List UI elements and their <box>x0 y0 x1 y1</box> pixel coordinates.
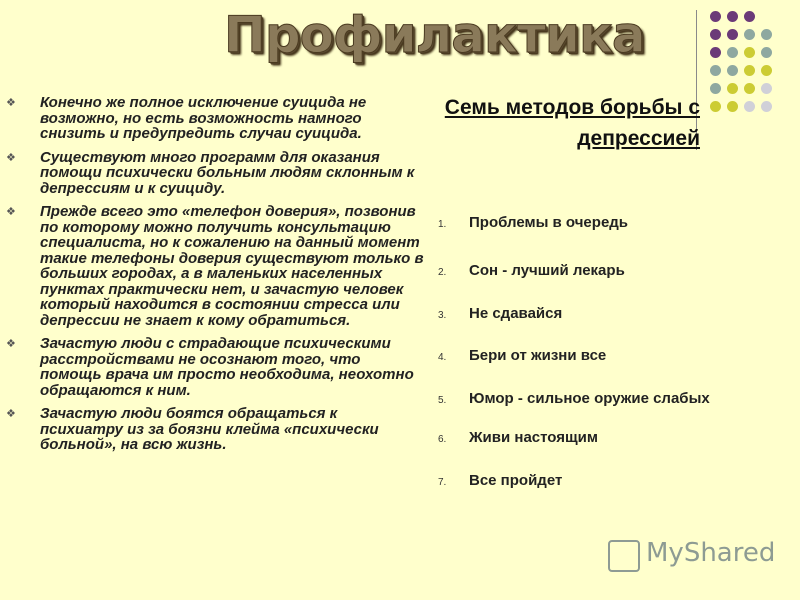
decorative-dot <box>744 101 755 112</box>
method-text: Не сдавайся <box>469 305 563 322</box>
decorative-dot <box>761 65 772 76</box>
decorative-dot <box>744 11 755 22</box>
list-item <box>6 203 424 329</box>
decorative-dot <box>761 101 772 112</box>
decorative-dot <box>727 65 738 76</box>
slide-title: Профилактика <box>224 6 645 64</box>
method-text: Живи настоящим <box>469 429 598 446</box>
diamond-bullet-icon: ❖ <box>6 206 16 218</box>
bullet-text: Конечно же полное исключение суицида не возможно, но есть возможность намного снизить и предупредить случаи суицида. <box>40 94 367 142</box>
decorative-dot <box>761 83 772 94</box>
method-number: 4. <box>438 352 447 363</box>
presentation-board-icon <box>608 540 640 572</box>
decorative-dot <box>710 11 721 22</box>
decorative-dot <box>727 11 738 22</box>
left-bullet-list <box>6 94 424 461</box>
decorative-dot <box>710 47 721 58</box>
method-text: Проблемы в очередь <box>469 214 629 231</box>
list-item <box>6 405 424 453</box>
method-text: Все пройдет <box>469 472 563 489</box>
decorative-dot <box>761 47 772 58</box>
decorative-dot <box>727 83 738 94</box>
bullet-text: Прежде всего это «телефон доверия», позвонив по которому можно получить консультацию специалиста, но к сожалению на данный момент такие телефоны доверия существуют только в больших городах, а в маленьких населенных пунктах практически нет, и зачастую человек который находится в состоянии стресса или депрессии не знает к кому обратиться. <box>40 203 424 329</box>
diamond-bullet-icon: ❖ <box>6 151 16 164</box>
bullet-text: Существуют много программ для оказания помощи психически больным людям склонным к депрессиям и к суициду. <box>40 148 415 197</box>
method-text: Сон - лучший лекарь <box>469 262 625 279</box>
method-item <box>438 429 778 446</box>
method-number: 2. <box>438 267 447 278</box>
decorative-dot-grid <box>708 8 798 128</box>
decorative-dot <box>727 101 738 112</box>
method-text: Бери от жизни все <box>469 347 607 364</box>
right-section-title: Семь методов борьбы с депрессией <box>444 96 700 150</box>
method-number: 5. <box>438 395 447 406</box>
watermark-text: MyShared <box>646 538 776 568</box>
watermark-logo <box>608 538 788 572</box>
method-item <box>438 262 778 279</box>
diamond-bullet-icon: ❖ <box>6 338 16 350</box>
method-item <box>438 472 778 489</box>
bullet-text: Зачастую люди с страдающие психическими расстройствами не осознают того, что помощь врача им просто необходима, неохотно обращаются к ним. <box>40 335 414 399</box>
method-text: Юмор - сильное оружие слабых <box>469 390 710 407</box>
method-item <box>438 347 778 364</box>
decorative-dot <box>710 65 721 76</box>
decorative-dot <box>744 83 755 94</box>
method-item <box>438 390 778 407</box>
list-item <box>6 94 424 142</box>
diamond-bullet-icon: ❖ <box>6 97 16 109</box>
decorative-dot <box>744 47 755 58</box>
list-item <box>6 335 424 399</box>
method-number: 1. <box>438 219 447 230</box>
method-item <box>438 214 778 231</box>
bullet-text: Зачастую люди боятся обращаться к психиатру из за боязни клейма «психически больной», на всю жизнь. <box>40 405 379 453</box>
method-number: 6. <box>438 434 447 445</box>
decorative-dot <box>727 29 738 40</box>
decorative-dot <box>727 47 738 58</box>
list-item <box>6 148 424 197</box>
decorative-dot <box>744 65 755 76</box>
method-number: 7. <box>438 477 447 488</box>
diamond-bullet-icon: ❖ <box>6 408 16 420</box>
decorative-dot <box>710 101 721 112</box>
method-number: 3. <box>438 310 447 321</box>
decorative-dot <box>710 83 721 94</box>
decorative-dot <box>744 29 755 40</box>
method-item <box>438 305 778 322</box>
decorative-dot <box>761 29 772 40</box>
decorative-dot <box>710 29 721 40</box>
